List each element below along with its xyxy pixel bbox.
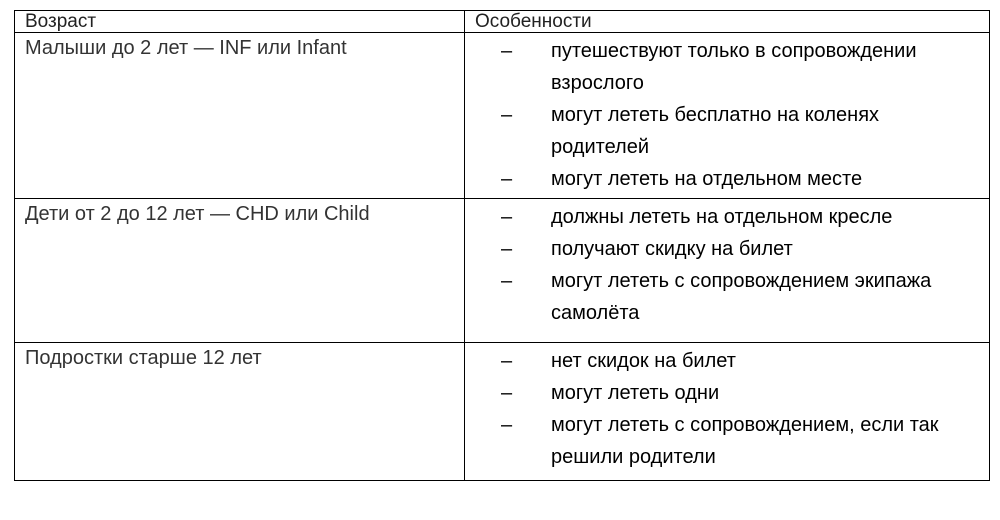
dash-bullet: – bbox=[501, 414, 513, 436]
header-age: Возраст bbox=[15, 11, 465, 33]
feature-text: могут лететь с сопровождением экипажа самолёта bbox=[551, 270, 932, 324]
feature-text: могут лететь одни bbox=[551, 382, 720, 404]
table-row bbox=[15, 33, 990, 199]
list-item bbox=[465, 233, 989, 265]
feature-text: должны лететь на отдельном кресле bbox=[551, 206, 893, 228]
feature-text: нет скидок на билет bbox=[551, 350, 736, 372]
feature-text: получают скидку на билет bbox=[551, 238, 793, 260]
age-cell: Дети от 2 до 12 лет — CHD или Child bbox=[15, 199, 465, 343]
header-row bbox=[15, 11, 990, 33]
dash-bullet: – bbox=[501, 270, 513, 292]
list-item bbox=[465, 265, 989, 329]
feature-text: могут лететь на отдельном месте bbox=[551, 168, 863, 190]
dash-bullet: – bbox=[501, 168, 513, 190]
dash-bullet: – bbox=[501, 206, 513, 228]
features-cell bbox=[465, 199, 990, 343]
list-item bbox=[465, 163, 989, 195]
age-features-table bbox=[14, 10, 990, 481]
features-cell bbox=[465, 343, 990, 481]
feature-text: могут лететь с сопровождением, если так решили родители bbox=[551, 414, 939, 468]
age-cell: Подростки старше 12 лет bbox=[15, 343, 465, 481]
dash-bullet: – bbox=[501, 238, 513, 260]
features-list bbox=[465, 201, 989, 329]
feature-text: путешествуют только в сопровождении взрослого bbox=[551, 40, 917, 94]
header-features: Особенности bbox=[465, 11, 990, 33]
dash-bullet: – bbox=[501, 382, 513, 404]
age-cell: Малыши до 2 лет — INF или Infant bbox=[15, 33, 465, 199]
list-item bbox=[465, 377, 989, 409]
table-row bbox=[15, 199, 990, 343]
features-cell bbox=[465, 33, 990, 199]
list-item bbox=[465, 345, 989, 377]
list-item bbox=[465, 409, 989, 473]
feature-text: могут лететь бесплатно на коленях родителей bbox=[551, 104, 880, 158]
list-item bbox=[465, 35, 989, 99]
list-item bbox=[465, 201, 989, 233]
table-row bbox=[15, 343, 990, 481]
dash-bullet: – bbox=[501, 104, 513, 126]
features-list bbox=[465, 345, 989, 473]
dash-bullet: – bbox=[501, 40, 513, 62]
list-item bbox=[465, 99, 989, 163]
dash-bullet: – bbox=[501, 350, 513, 372]
features-list bbox=[465, 35, 989, 195]
